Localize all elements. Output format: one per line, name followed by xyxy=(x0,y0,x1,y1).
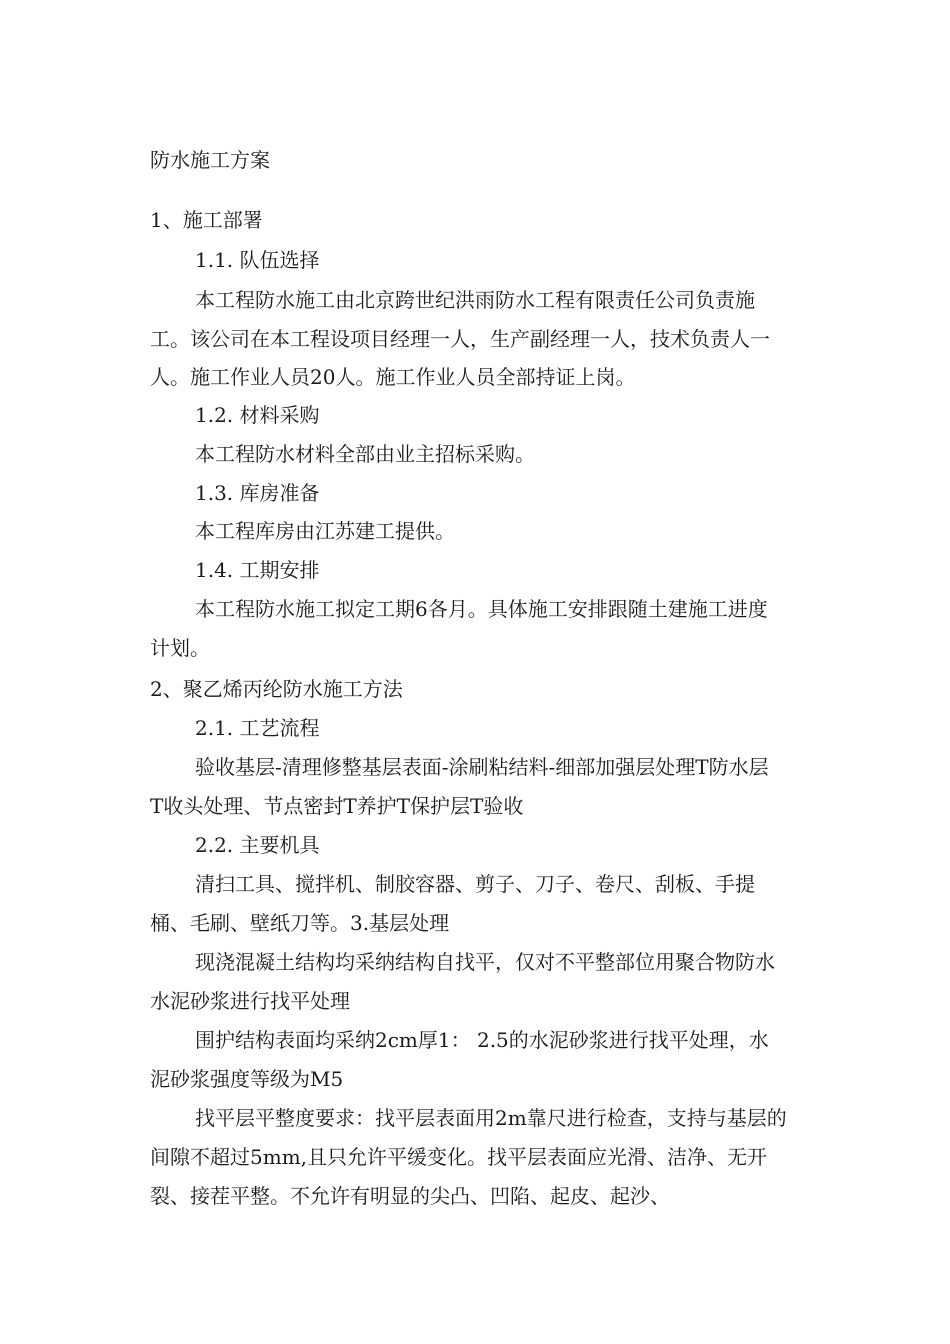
subsection-heading: 2.2. 主要机具 xyxy=(195,833,320,857)
paragraph-line: 间隙不超过5mm,且只允许平缓变化。找平层表面应光滑、洁净、无开 xyxy=(150,1145,768,1169)
paragraph-line: 现浇混凝土结构均采纳结构自找平，仅对不平整部位用聚合物防水 xyxy=(195,950,775,974)
paragraph-line: 工。该公司在本工程设项目经理一人，生产副经理一人，技术负责人一 xyxy=(150,327,770,351)
paragraph-line: 围护结构表面均采纳2cm厚1： 2.5的水泥砂浆进行找平处理，水 xyxy=(195,1028,769,1052)
paragraph-line: 清扫工具、搅拌机、制胶容器、剪子、刀子、卷尺、刮板、手提 xyxy=(195,872,755,896)
paragraph-line: 本工程防水材料全部由业主招标采购。 xyxy=(195,442,535,466)
paragraph-line: 验收基层-清理修整基层表面-涂刷粘结料-细部加强层处理T防水层 xyxy=(195,755,769,779)
paragraph-line: 桶、毛刷、壁纸刀等。3.基层处理 xyxy=(150,911,450,935)
paragraph-line: 本工程防水施工拟定工期6各月。具体施工安排跟随土建施工进度 xyxy=(195,597,768,621)
subsection-heading: 1.1. 队伍选择 xyxy=(195,248,320,272)
paragraph-line: 水泥砂浆进行找平处理 xyxy=(150,989,350,1013)
document-title: 防水施工方案 xyxy=(150,148,270,172)
section-heading: 2、聚乙烯丙纶防水施工方法 xyxy=(150,677,403,701)
section-heading: 1、施工部署 xyxy=(150,208,263,232)
subsection-heading: 2.1. 工艺流程 xyxy=(195,716,320,740)
paragraph-line: 本工程库房由江苏建工提供。 xyxy=(195,519,455,543)
paragraph-line: T收头处理、节点密封T养护T保护层T验收 xyxy=(150,794,524,818)
paragraph-line: 找平层平整度要求：找平层表面用2m靠尺进行检查，支持与基层的 xyxy=(195,1106,787,1130)
paragraph-line: 计划。 xyxy=(150,636,210,660)
subsection-heading: 1.3. 库房准备 xyxy=(195,481,320,505)
subsection-heading: 1.2. 材料采购 xyxy=(195,403,320,427)
paragraph-line: 裂、接茬平整。不允许有明显的尖凸、凹陷、起皮、起沙、 xyxy=(150,1184,670,1208)
paragraph-line: 人。施工作业人员20人。施工作业人员全部持证上岗。 xyxy=(150,365,636,389)
subsection-heading: 1.4. 工期安排 xyxy=(195,558,320,582)
paragraph-line: 泥砂浆强度等级为M5 xyxy=(150,1067,344,1091)
paragraph-line: 本工程防水施工由北京跨世纪洪雨防水工程有限责任公司负责施 xyxy=(195,288,755,312)
